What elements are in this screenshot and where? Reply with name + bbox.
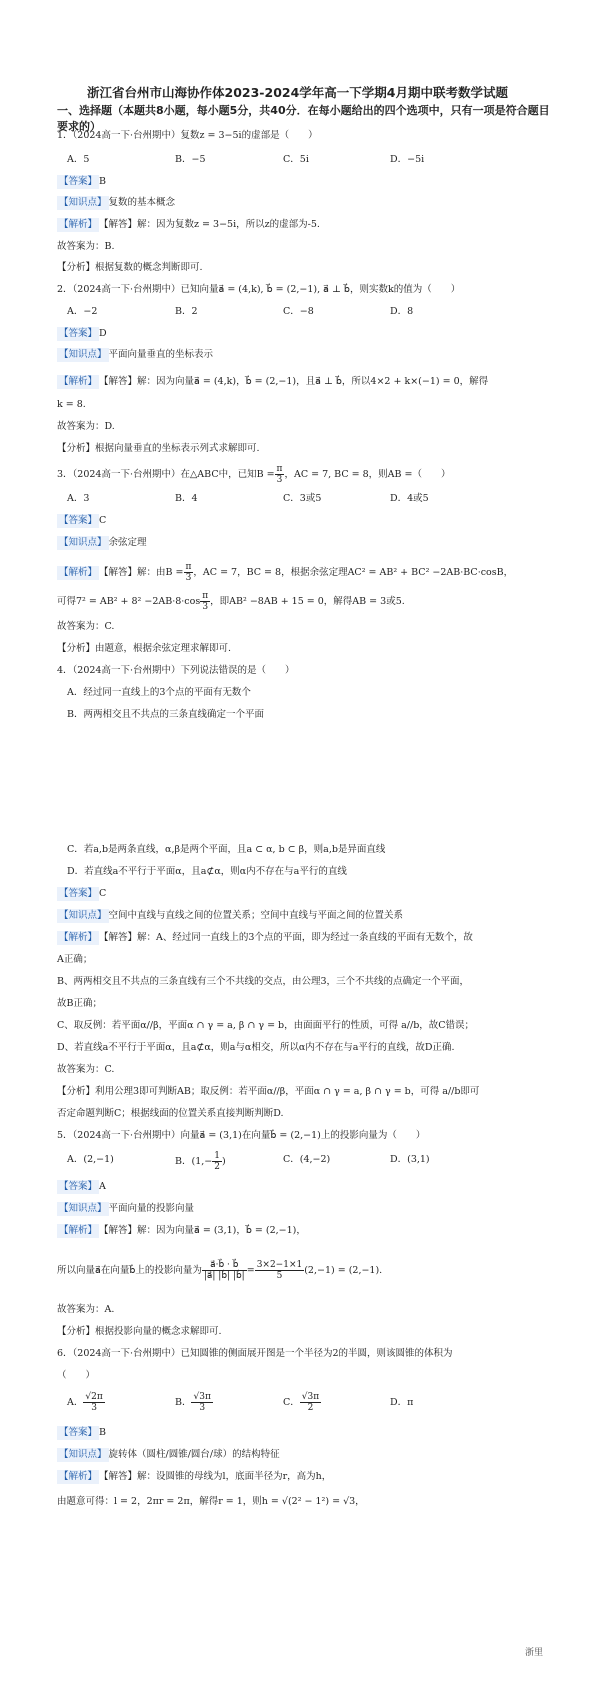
q1-knowledge: 【知识点】 复数的基本概念 bbox=[59, 197, 176, 208]
q4-option-b: B．两两相交且不共点的三条直线确定一个平面 bbox=[67, 709, 264, 720]
q4-option-c: C．若a,b是两条直线，α,β是两个平面，且a ⊂ α, b ⊂ β，则a,b是异面直线 bbox=[67, 844, 386, 855]
q2-knowledge: 【知识点】 平面向量垂直的坐标表示 bbox=[59, 349, 214, 360]
q2-stem: 2．（2024高一下·台州期中）已知向量a⃗ = (4,k), b⃗ = (2,−1), a⃗ ⊥ b⃗，则实数k的值为（ ） bbox=[57, 284, 461, 295]
q5-option-c: C．(4,−2) bbox=[283, 1154, 331, 1165]
q6-option-b: B． $\frac{√3\pi}{3}$ bbox=[175, 1392, 211, 1413]
q4-summary-2: 否定命题判断C；根据线面的位置关系直接判断判断D. bbox=[57, 1108, 284, 1119]
analysis-tag: 【解析】 bbox=[59, 219, 98, 230]
q3-option-c: C．3或5 bbox=[283, 493, 322, 504]
q4-knowledge: 【知识点】 空间中直线与直线之间的位置关系；空间中直线与平面之间的位置关系 bbox=[59, 910, 404, 921]
q4-detail-3: B、两两相交且不共点的三条直线有三个不共线的交点，由公理3，三个不共线的点确定一个平面， bbox=[57, 976, 470, 987]
q6-answer: 【答案】 B bbox=[59, 1427, 106, 1438]
q1-option-c: C．5i bbox=[283, 154, 309, 165]
q2-option-a: A．−2 bbox=[67, 306, 98, 317]
q1-option-b: B．−5 bbox=[175, 154, 206, 165]
q5-conclusion: 故答案为：A. bbox=[57, 1304, 115, 1315]
q3-option-b: B．4 bbox=[175, 493, 198, 504]
q6-stem-2: （ ） bbox=[57, 1370, 96, 1381]
q5-option-b: B．(1,− $\frac{1}{2}$ ) bbox=[175, 1151, 226, 1172]
q1-detail: 【解析】 【解答】解：因为复数z = 3−5i，所以z的虚部为-5. bbox=[59, 219, 320, 230]
q4-conclusion: 故答案为：C. bbox=[57, 1064, 115, 1075]
q6-knowledge: 【知识点】 旋转体（圆柱/圆锥/圆台/球）的结构特征 bbox=[59, 1449, 280, 1460]
q4-option-a: A．经过同一直线上的3个点的平面有无数个 bbox=[67, 687, 251, 698]
q2-detail: 【解析】 【解答】解：因为向量a⃗ = (4,k)，b⃗ = (2,−1)，且a⃗ ⊥ b⃗，所以4×2 + k×(−1) = 0，解得 bbox=[59, 376, 489, 387]
q1-answer: 【答案】 B bbox=[59, 176, 106, 187]
answer-tag: 【答案】 bbox=[59, 176, 98, 187]
q4-detail-1: 【解析】 【解答】解：A、经过同一直线上的3个点的平面，即为经过一条直线的平面有无数个，故 bbox=[59, 932, 473, 943]
q6-option-d: D．π bbox=[390, 1397, 414, 1408]
q1-option-a: A．5 bbox=[67, 154, 90, 165]
q5-stem: 5．（2024高一下·台州期中）向量a⃗ = (3,1)在向量b⃗ = (2,−1)上的投影向量为（ ） bbox=[57, 1130, 426, 1141]
document-title: 浙江省台州市山海协作体2023-2024学年高一下学期4月期中联考数学试题 bbox=[87, 85, 508, 100]
fraction: $\frac{\pi}{3}$ bbox=[276, 464, 283, 485]
q5-knowledge: 【知识点】 平面向量的投影向量 bbox=[59, 1203, 195, 1214]
q5-summary: 【分析】根据投影向量的概念求解即可. bbox=[57, 1326, 222, 1337]
q3-detail: 【解析】 【解答】解：由B = $\frac{\pi}{3}$ ，AC = 7，BC = 8，根据余弦定理AC² = AB² + BC² −2AB·BC·cosB， bbox=[59, 562, 514, 583]
q4-option-d: D．若直线a不平行于平面α，且a⊄α，则α内不存在与a平行的直线 bbox=[67, 866, 347, 877]
q3-stem: 3．（2024高一下·台州期中）在△ABC中，已知B = $\frac{\pi}{3}$ ，AC = 7, BC = 8，则AB =（ ） bbox=[57, 464, 451, 485]
q4-detail-6: D、若直线a不平行于平面α，且a⊄α，则a与α相交，所以α内不存在与a平行的直线，故D正确. bbox=[57, 1042, 455, 1053]
q2-option-c: C．−8 bbox=[283, 306, 314, 317]
q6-detail: 【解析】 【解答】解：设圆锥的母线为l，底面半径为r，高为h， bbox=[59, 1471, 332, 1482]
q5-detail-2: 所以向量a⃗在向量b⃗上的投影向量为 $\frac{a⃗\cdot b⃗ \cdot b⃗}{|a⃗| |b⃗| |b⃗|}$ = $\frac{3\times 2-1\times 1}{5}$ (2,−1) = (2,−1). bbox=[57, 1260, 383, 1281]
q6-option-a: A． $\frac{√2\pi}{3}$ bbox=[67, 1392, 103, 1413]
q3-knowledge: 【知识点】 余弦定理 bbox=[59, 537, 147, 548]
knowledge-tag: 【知识点】 bbox=[59, 197, 107, 208]
q4-detail-5: C、取反例：若平面α//β，平面α ∩ γ = a, β ∩ γ = b，由面面平行的性质，可得 a//b，故C错误； bbox=[57, 1020, 475, 1031]
q4-answer: 【答案】 C bbox=[59, 888, 107, 899]
q2-conclusion: 故答案为：D. bbox=[57, 421, 115, 432]
q3-answer: 【答案】 C bbox=[59, 515, 107, 526]
q3-option-a: A．3 bbox=[67, 493, 90, 504]
q6-option-c: C． $\frac{√3\pi}{2}$ bbox=[283, 1392, 320, 1413]
q2-option-b: B．2 bbox=[175, 306, 198, 317]
q6-stem: 6．（2024高一下·台州期中）已知圆锥的侧面展开图是一个半径为2的半圆，则该圆锥的体积为 bbox=[57, 1348, 453, 1359]
q2-option-d: D．8 bbox=[390, 306, 414, 317]
q5-answer: 【答案】 A bbox=[59, 1181, 106, 1192]
q6-detail-2: 由题意可得：l = 2，2πr = 2π，解得r = 1，则h = √(2² − 1²) = √3， bbox=[57, 1496, 365, 1507]
q2-answer: 【答案】 D bbox=[59, 328, 107, 339]
q1-summary: 【分析】根据复数的概念判断即可. bbox=[57, 262, 203, 273]
q1-stem: 1．（2024高一下·台州期中）复数z = 3−5i的虚部是（ ） bbox=[57, 130, 318, 141]
q2-summary: 【分析】根据向量垂直的坐标表示列式求解即可. bbox=[57, 443, 260, 454]
q3-summary: 【分析】由题意，根据余弦定理求解即可. bbox=[57, 643, 232, 654]
section-heading: 一、选择题（本题共8小题，每小题5分，共40分．在每小题给出的四个选项中，只有一项是符合题目要求的） bbox=[57, 104, 550, 133]
q4-detail-2: A正确； bbox=[57, 954, 93, 965]
q3-option-d: D．4或5 bbox=[390, 493, 429, 504]
q5-option-a: A．(2,−1) bbox=[67, 1154, 114, 1165]
q5-option-d: D．(3,1) bbox=[390, 1154, 430, 1165]
q1-conclusion: 故答案为：B. bbox=[57, 241, 115, 252]
q5-detail: 【解析】 【解答】解：因为向量a⃗ = (3,1)，b⃗ = (2,−1)， bbox=[59, 1225, 306, 1236]
q4-stem: 4．（2024高一下·台州期中）下列说法错误的是（ ） bbox=[57, 665, 295, 676]
q3-conclusion: 故答案为：C. bbox=[57, 621, 115, 632]
q1-option-d: D．−5i bbox=[390, 154, 425, 165]
q4-detail-4: 故B正确； bbox=[57, 998, 102, 1009]
q2-detail-2: k = 8. bbox=[57, 399, 86, 410]
page-footer: 浙里 bbox=[524, 1648, 543, 1658]
q4-summary-1: 【分析】利用公理3即可判断AB；取反例：若平面α//β，平面α ∩ γ = a, β ∩ γ = b，可得 a//b即可 bbox=[57, 1086, 480, 1097]
q3-detail-2: 可得7² = AB² + 8² −2AB·8·cos $\frac{\pi}{3}$ ，即AB² −8AB + 15 = 0，解得AB = 3或5. bbox=[57, 591, 405, 612]
